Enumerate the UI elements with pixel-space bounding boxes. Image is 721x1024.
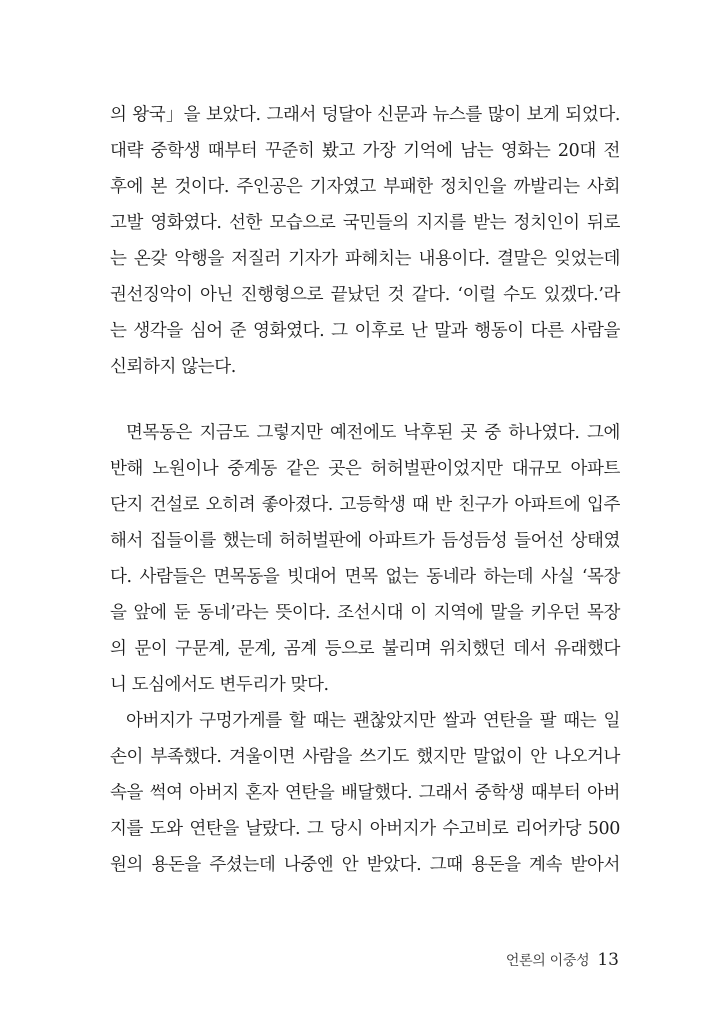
page-footer <box>506 947 619 973</box>
text-line: 단지 건설로 오히려 좋아졌다. 고등학생 때 반 친구가 아파트에 입주 <box>110 495 620 515</box>
text-line: 후에 본 것이다. 주인공은 기자였고 부패한 정치인을 까발리는 사회 <box>110 177 620 197</box>
text-line: 해서 집들이를 했는데 허허벌판에 아파트가 듬성듬성 들어선 상태였 <box>110 531 620 551</box>
text-line: 면목동은 지금도 그렇지만 예전에도 낙후된 곳 중 하나였다. 그에 <box>126 423 620 443</box>
page-number: 13 <box>597 950 619 970</box>
text-line: 고발 영화였다. 선한 모습으로 국민들의 지지를 받는 정치인이 뒤로 <box>110 213 620 233</box>
text-line: 반해 노원이나 중계동 같은 곳은 허허벌판이었지만 대규모 아파트 <box>110 459 620 479</box>
running-title: 언론의 이중성 <box>505 953 590 969</box>
text-line: 는 생각을 심어 준 영화였다. 그 이후로 난 말과 행동이 다른 사람을 <box>110 321 620 341</box>
text-line: 아버지가 구멍가게를 할 때는 괜찮았지만 쌀과 연탄을 팔 때는 일 <box>126 711 620 731</box>
text-line: 권선징악이 아닌 진행형으로 끝났던 것 같다. ‘이럴 수도 있겠다.’라 <box>110 285 620 305</box>
text-line: 다. 사람들은 면목동을 빗대어 면목 없는 동네라 하는데 사실 ‘목장 <box>110 567 620 587</box>
text-line: 지를 도와 연탄을 날랐다. 그 당시 아버지가 수고비로 리어카당 500 <box>110 819 620 839</box>
text-line: 을 앞에 둔 동네’라는 뜻이다. 조선시대 이 지역에 말을 키우던 목장 <box>110 603 620 623</box>
text-line: 대략 중학생 때부터 꾸준히 봤고 가장 기억에 남는 영화는 20대 전 <box>110 141 620 161</box>
text-line: 의 왕국」을 보았다. 그래서 덩달아 신문과 뉴스를 많이 보게 되었다. <box>110 105 620 125</box>
text-line: 원의 용돈을 주셨는데 나중엔 안 받았다. 그때 용돈을 계속 받아서 <box>110 855 620 875</box>
text-line: 속을 썩여 아버지 혼자 연탄을 배달했다. 그래서 중학생 때부터 아버 <box>110 783 620 803</box>
text-line: 신뢰하지 않는다. <box>110 357 236 377</box>
text-line: 손이 부족했다. 겨울이면 사람을 쓰기도 했지만 말없이 안 나오거나 <box>110 747 620 767</box>
text-line: 니 도심에서도 변두리가 맞다. <box>110 675 329 695</box>
text-line: 의 문이 구문계, 문계, 곰계 등으로 불리며 위치했던 데서 유래했다 <box>110 639 620 659</box>
text-line: 는 온갖 악행을 저질러 기자가 파헤치는 내용이다. 결말은 잊었는데 <box>110 249 620 269</box>
